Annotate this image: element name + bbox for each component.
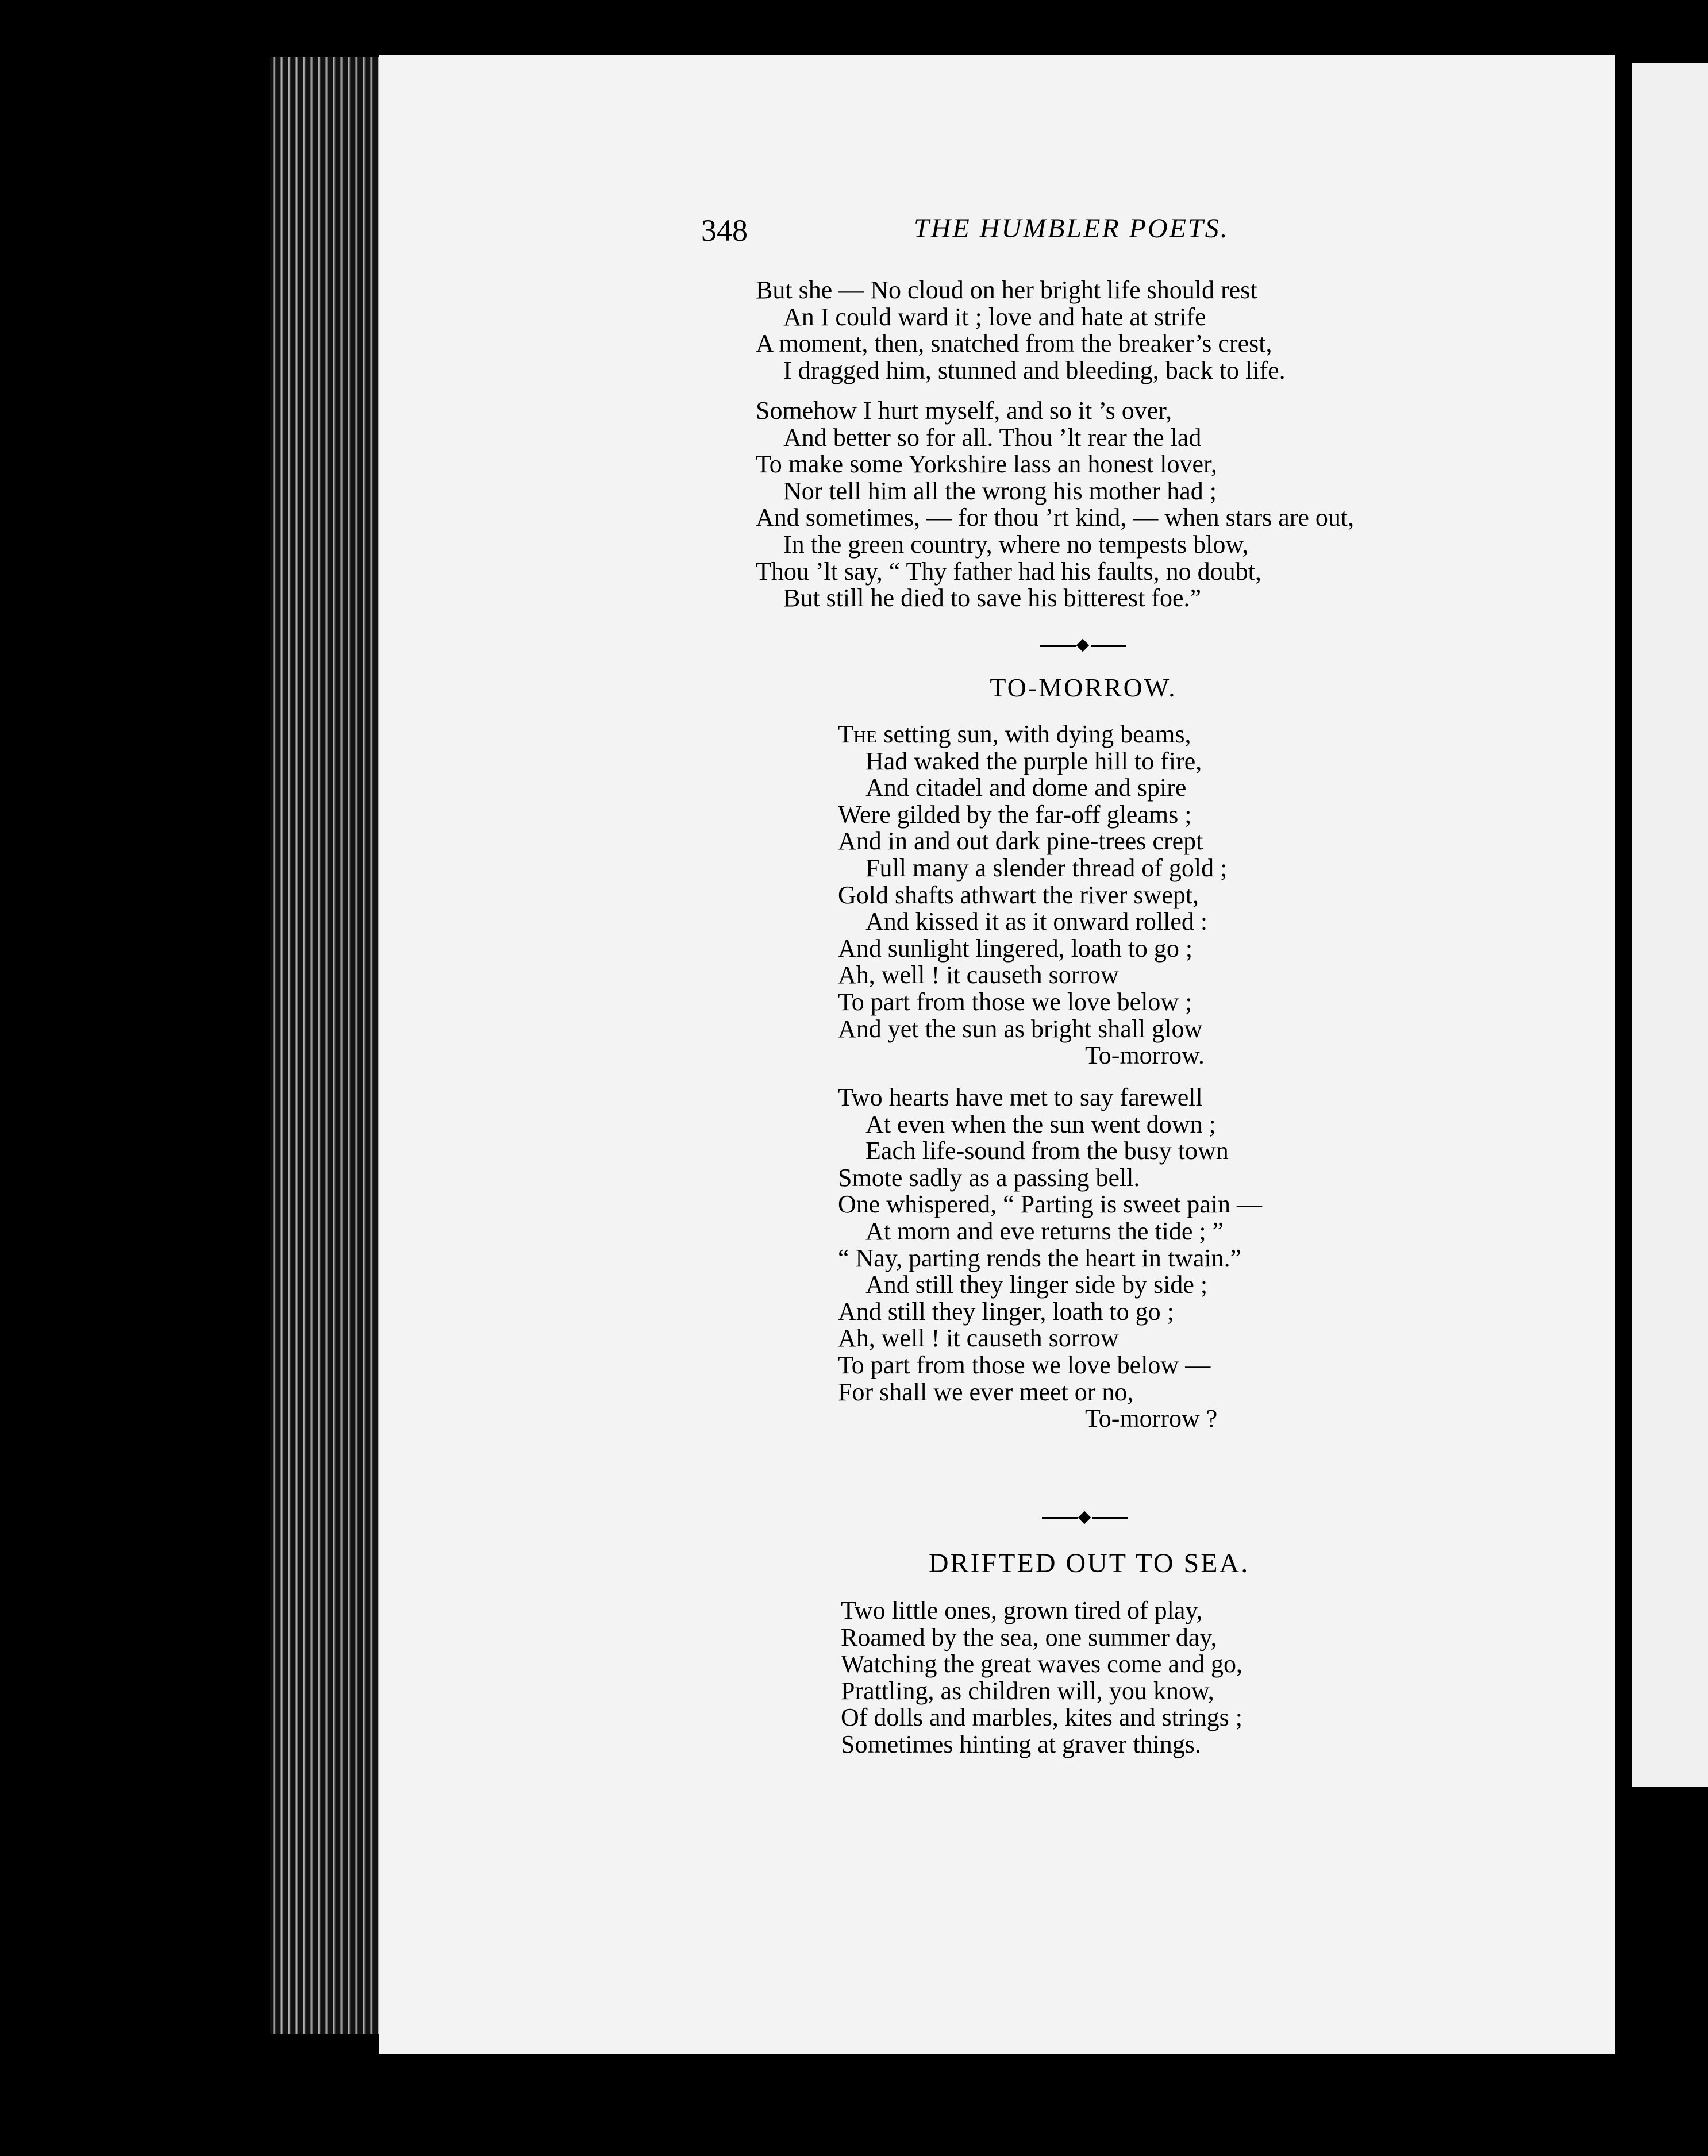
verse-line: And still they linger, loath to go ; <box>838 1297 1174 1326</box>
facing-page-edge <box>1632 63 1708 1787</box>
section-divider-ornament <box>1042 1511 1128 1525</box>
verse-line: To-morrow. <box>1085 1041 1205 1070</box>
verse-line: To make some Yorkshire lass an honest lover, <box>756 450 1217 479</box>
verse-line: And still they linger side by side ; <box>865 1270 1208 1299</box>
running-title: THE HUMBLER POETS. <box>914 213 1229 244</box>
verse-line: And better so for all. Thou ’lt rear the lad <box>783 423 1202 452</box>
verse-line: Ah, well ! it causeth sorrow <box>838 1324 1119 1353</box>
verse-line: At even when the sun went down ; <box>865 1110 1216 1138</box>
tomorrow-stanza-1 <box>838 721 1227 1069</box>
verse-line: And kissed it as it onward rolled : <box>865 907 1208 936</box>
verse-line: Roamed by the sea, one summer day, <box>841 1623 1217 1651</box>
verse-line: And sunlight lingered, loath to go ; <box>838 934 1193 962</box>
verse-line: Gold shafts athwart the river swept, <box>838 880 1199 909</box>
verse-line: And yet the sun as bright shall glow <box>838 1014 1203 1043</box>
verse-line: Two little ones, grown tired of play, <box>841 1596 1203 1624</box>
page-number: 348 <box>701 213 748 248</box>
page-header <box>701 213 1448 264</box>
verse-line: Had waked the purple hill to fire, <box>865 746 1202 775</box>
verse-line: Two hearts have met to say farewell <box>838 1083 1203 1111</box>
verse-line: Smote sadly as a passing bell. <box>838 1163 1140 1192</box>
verse-line: Of dolls and marbles, kites and strings ; <box>841 1703 1243 1732</box>
verse-line: But she — No cloud on her bright life should rest <box>756 276 1257 304</box>
verse-line: Sometimes hinting at graver things. <box>841 1730 1201 1758</box>
verse-line: Were gilded by the far-off gleams ; <box>838 800 1192 829</box>
drifted-stanza-1 <box>841 1597 1242 1758</box>
verse-line: To-morrow ? <box>1085 1404 1218 1433</box>
verse-line: Ah, well ! it causeth sorrow <box>838 961 1119 990</box>
continued-poem-stanza-1 <box>756 277 1286 384</box>
verse-line: And sometimes, — for thou ’rt kind, — when stars are out, <box>756 503 1355 532</box>
drop-word: The <box>838 720 878 748</box>
verse-line: Prattling, as children will, you know, <box>841 1676 1214 1705</box>
section-divider-ornament <box>1040 639 1126 653</box>
verse-line: The setting sun, with dying beams, <box>838 720 1191 748</box>
poem-title-tomorrow: TO-MORROW. <box>990 673 1177 702</box>
verse-line: In the green country, where no tempests blow, <box>783 530 1249 559</box>
verse-line: I dragged him, stunned and bleeding, back to life. <box>783 356 1286 384</box>
verse-line: And in and out dark pine-trees crept <box>838 827 1203 856</box>
verse-line: Each life-sound from the busy town <box>865 1137 1229 1165</box>
verse-line: Nor tell him all the wrong his mother had ; <box>783 476 1217 505</box>
verse-line: One whispered, “ Parting is sweet pain — <box>838 1190 1263 1219</box>
verse-line: And citadel and dome and spire <box>865 773 1187 802</box>
verse-line: Watching the great waves come and go, <box>841 1650 1242 1678</box>
verse-line: Thou ’lt say, “ Thy father had his faults, no doubt, <box>756 557 1261 586</box>
book-page <box>379 55 1615 2054</box>
tomorrow-stanza-2 <box>838 1084 1262 1433</box>
poem-title-drifted-out-to-sea: DRIFTED OUT TO SEA. <box>928 1548 1250 1578</box>
verse-line: “ Nay, parting rends the heart in twain.” <box>838 1243 1242 1272</box>
verse-line: To part from those we love below — <box>838 1350 1211 1379</box>
verse-line: Full many a slender thread of gold ; <box>865 853 1228 882</box>
verse-line: Somehow I hurt myself, and so it ’s over, <box>756 396 1172 425</box>
verse-line: At morn and eve returns the tide ; ” <box>865 1216 1224 1245</box>
verse-line: For shall we ever meet or no, <box>838 1377 1134 1406</box>
continued-poem-stanza-2 <box>756 398 1354 612</box>
verse-line: A moment, then, snatched from the breaker’s crest, <box>756 329 1272 358</box>
verse-line: An I could ward it ; love and hate at strife <box>783 302 1206 331</box>
verse-line: To part from those we love below ; <box>838 987 1192 1016</box>
verse-line: But still he died to save his bitterest foe.” <box>783 584 1202 613</box>
